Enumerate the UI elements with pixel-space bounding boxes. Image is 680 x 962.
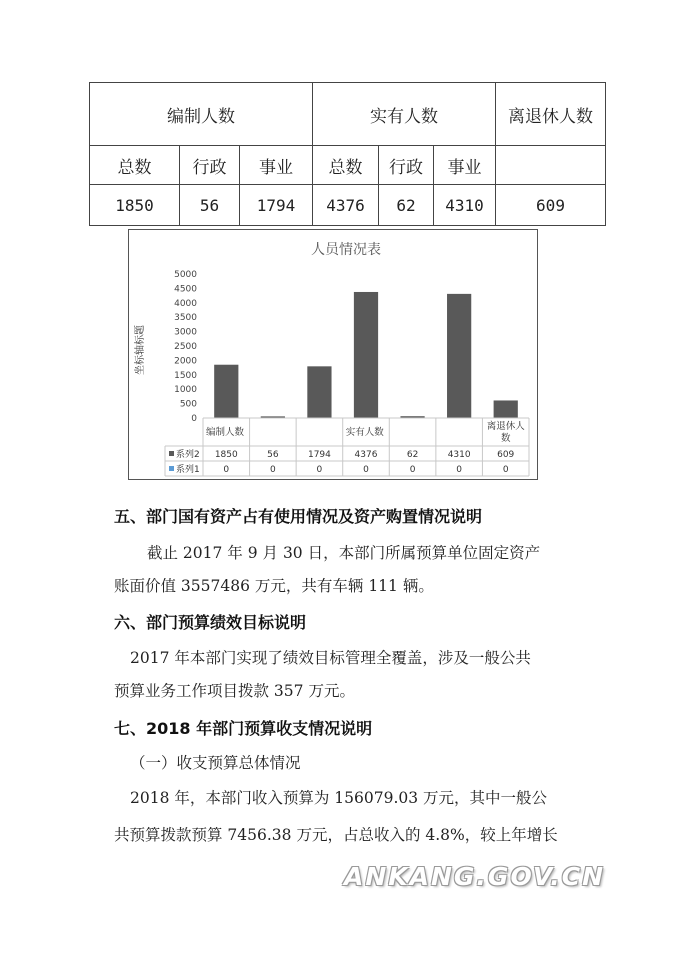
header-retired: 离退休人数 [496, 83, 606, 146]
bar-系列2 [354, 292, 378, 418]
data-label: 62 [406, 450, 419, 460]
subheader-cell [496, 146, 606, 185]
data-label: 0 [269, 465, 276, 475]
header-actual: 实有人数 [313, 83, 496, 146]
header-authorized: 编制人数 [90, 83, 313, 146]
bar-系列2 [447, 294, 471, 418]
subsection-heading: （一）收支预算总体情况 [130, 754, 301, 772]
staff-table [89, 82, 606, 226]
category-label: 数 [500, 433, 511, 444]
data-label: 4376 [354, 450, 378, 460]
chart-title: 人员情况表 [311, 242, 381, 258]
data-label: 4310 [447, 450, 471, 460]
y-tick-label: 3500 [174, 313, 197, 324]
table-header-row [90, 83, 606, 146]
paragraph-line: 2018 年，本部门收入预算为 156079.03 万元，其中一般公 [130, 789, 548, 807]
site-watermark: ANKANG.GOV.CN [344, 862, 606, 891]
y-tick-label: 500 [179, 399, 197, 410]
bar-系列2 [214, 365, 238, 418]
table-subheader-row [90, 146, 606, 185]
data-label: 1850 [214, 450, 238, 460]
legend-label: 系列2 [176, 450, 200, 460]
y-axis-label: 坐标轴标题 [135, 325, 146, 375]
subheader-cell: 行政 [180, 146, 240, 185]
paragraph-line: 预算业务工作项目拨款 357 万元。 [114, 682, 355, 700]
category-label: 编制人数 [206, 427, 245, 438]
legend-key-系列1 [169, 466, 174, 471]
data-label: 0 [456, 465, 463, 475]
subheader-cell: 事业 [240, 146, 313, 185]
data-label: 609 [497, 450, 515, 460]
bar-系列2 [307, 366, 331, 418]
paragraph-line: 2017 年本部门实现了绩效目标管理全覆盖，涉及一般公共 [130, 649, 531, 667]
category-label: 实有人数 [345, 427, 384, 438]
data-label: 0 [363, 465, 369, 475]
legend-label: 系列1 [176, 465, 200, 475]
chart-svg [129, 230, 537, 479]
bar-系列2 [494, 400, 518, 418]
subheader-cell: 总数 [90, 146, 180, 185]
value-cell: 62 [379, 185, 434, 226]
y-tick-label: 5000 [174, 270, 197, 280]
paragraph-line: 截止 2017 年 9 月 30 日，本部门所属预算单位固定资产 [147, 544, 541, 562]
subheader-cell: 行政 [379, 146, 434, 185]
section-heading-6: 六、部门预算绩效目标说明 [114, 613, 307, 632]
y-tick-label: 4000 [174, 298, 197, 309]
y-tick-label: 2500 [174, 342, 197, 352]
y-tick-label: 2000 [174, 356, 197, 367]
legend-key-系列2 [169, 451, 174, 456]
section-heading-7: 七、2018 年部门预算收支情况说明 [114, 719, 373, 738]
data-label: 0 [316, 465, 323, 475]
y-tick-label: 1000 [174, 385, 197, 396]
section-heading-5: 五、部门国有资产占有使用情况及资产购置情况说明 [114, 507, 483, 526]
value-cell: 1794 [240, 185, 313, 226]
data-label: 0 [223, 465, 230, 475]
value-cell: 609 [496, 185, 606, 226]
subheader-cell: 总数 [313, 146, 379, 185]
data-label: 0 [409, 465, 416, 475]
value-cell: 56 [180, 185, 240, 226]
paragraph-line: 共预算拨款预算 7456.38 万元，占总收入的 4.8%，较上年增长 [114, 826, 558, 844]
category-label: 离退休人 [486, 421, 525, 432]
y-tick-label: 3000 [174, 327, 197, 338]
subheader-cell: 事业 [434, 146, 496, 185]
data-label: 0 [502, 465, 509, 475]
y-tick-label: 1500 [174, 370, 197, 381]
table-row [90, 185, 606, 226]
data-label: 1794 [307, 450, 331, 460]
y-tick-label: 4500 [174, 284, 197, 295]
data-label: 56 [267, 450, 279, 460]
staff-chart [128, 229, 538, 480]
y-tick-label: 0 [191, 414, 197, 424]
paragraph-line: 账面价值 3557486 万元，共有车辆 111 辆。 [114, 577, 434, 595]
value-cell: 4376 [313, 185, 379, 226]
value-cell: 1850 [90, 185, 180, 226]
value-cell: 4310 [434, 185, 496, 226]
